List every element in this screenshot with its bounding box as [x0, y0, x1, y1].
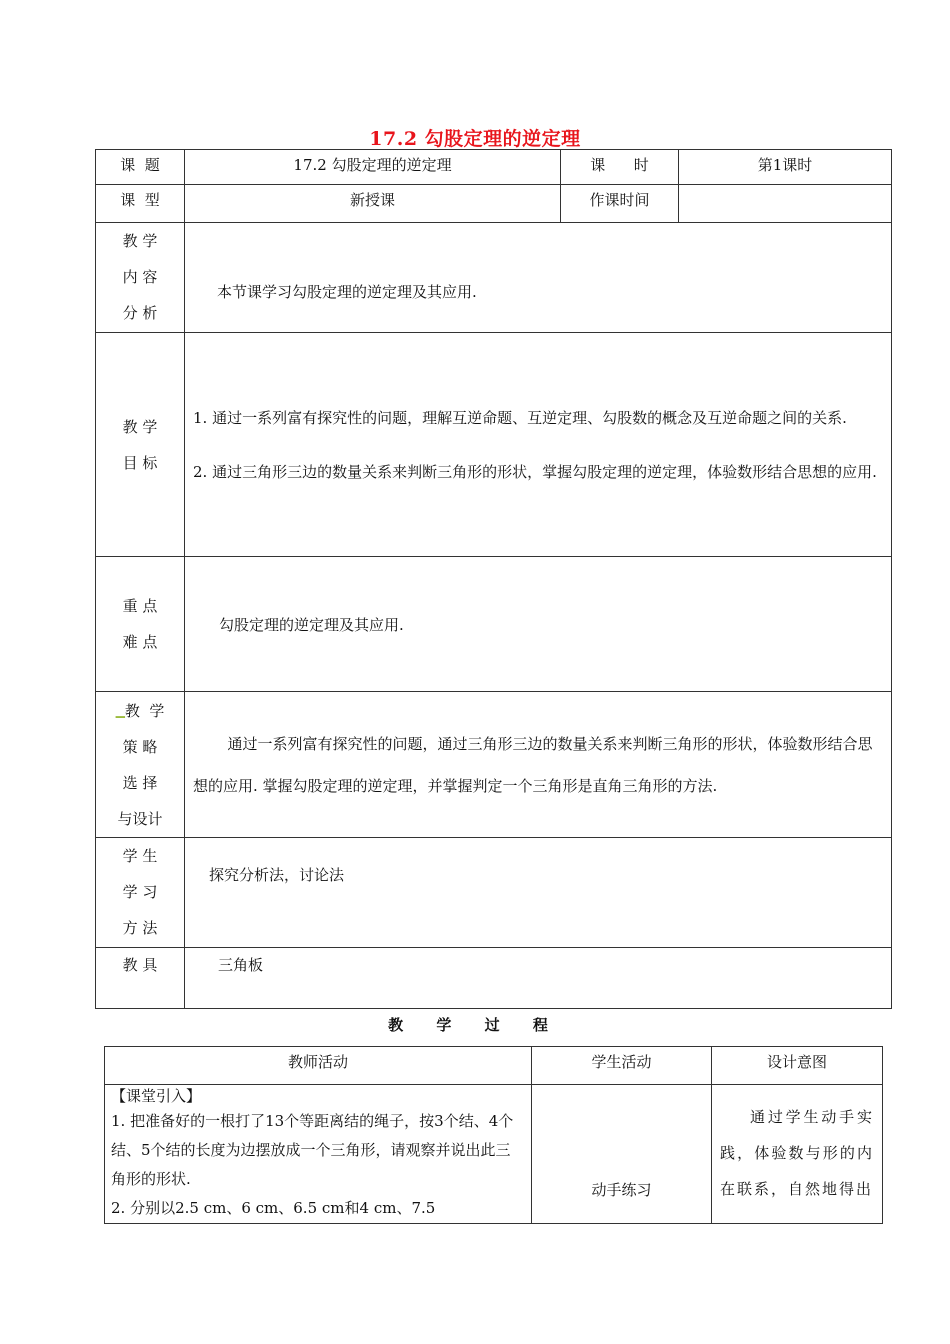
label-period: 课 时 [561, 150, 679, 185]
label-line: 难 点 [122, 633, 158, 651]
label-line: 教 学 [122, 417, 158, 436]
label-line: 分 析 [122, 304, 158, 322]
teacher-activity-cell [105, 1085, 532, 1224]
label-line: ▁教 学 [115, 701, 165, 720]
row-content-analysis [96, 223, 892, 333]
label-learning-method [96, 838, 185, 948]
col-header-student: 学生活动 [532, 1047, 712, 1085]
period-value: 第1课时 [679, 150, 892, 185]
row-type [96, 185, 892, 223]
col-header-teacher: 教师活动 [105, 1047, 532, 1085]
strategy-text: 通过一系列富有探究性的问题，通过三角形三边的数量关系来判断三角形的形状，体验数形结合思想的应用. 掌握勾股定理的逆定理，并掌握判定一个三角形是直角三角形的方法. [185, 692, 892, 838]
content-analysis-text: 本节课学习勾股定理的逆定理及其应用. [185, 223, 892, 333]
document-title: 17.2 勾股定理的逆定理 [369, 128, 581, 150]
label-objectives [96, 333, 185, 557]
process-header-row [105, 1047, 883, 1085]
intro-item-1: 1. 把准备好的一根打了13个等距离结的绳子，按3个结、4个结、5个结的长度为边摆放成一个三角形，请观察并说出此三角形的形状. [111, 1112, 514, 1188]
label-key-difficult [96, 557, 185, 692]
label-line: 策 略 [122, 737, 158, 756]
label-line: 内 容 [122, 268, 158, 286]
marker-dot-icon: ▁ [115, 703, 125, 718]
label-tools: 教 具 [96, 948, 185, 1009]
row-tools [96, 948, 892, 1009]
label-strategy [96, 692, 185, 838]
design-intent-cell: 通过学生动手实践，体验数与形的内在联系，自然地得出 [712, 1085, 883, 1224]
lesson-plan-table [95, 149, 892, 1009]
label-line: 目 标 [122, 453, 158, 472]
label-line: 与设计 [117, 809, 163, 828]
intro-title: 【课堂引入】 [111, 1087, 202, 1105]
col-header-intent: 设计意图 [712, 1047, 883, 1085]
label-homework-time: 作课时间 [561, 185, 679, 223]
process-heading: 教 学 过 程 [388, 1016, 562, 1034]
label-topic: 课 题 [96, 150, 185, 185]
objective-item-1: 1. 通过一系列富有探究性的问题，理解互逆命题、互逆定理、勾股数的概念及互逆命题之间的关系. [193, 408, 847, 427]
homework-time-value [679, 185, 892, 223]
tools-text: 三角板 [185, 948, 892, 1009]
process-table [104, 1046, 883, 1224]
label-line: 教 学 [122, 232, 158, 250]
label-line: 选 择 [122, 773, 158, 792]
label-content-analysis [96, 223, 185, 333]
row-learning-method [96, 838, 892, 948]
learning-method-text: 探究分析法，讨论法 [185, 838, 892, 948]
intro-item-2: 2. 分别以2.5 cm、6 cm、6.5 cm和4 cm、7.5 [111, 1199, 436, 1217]
row-topic [96, 150, 892, 185]
objectives-cell [185, 333, 892, 557]
topic-value: 17.2 勾股定理的逆定理 [185, 150, 561, 185]
label-line: 方 法 [122, 919, 158, 937]
row-key-difficult [96, 557, 892, 692]
process-row-intro [105, 1085, 883, 1224]
row-strategy [96, 692, 892, 838]
type-value: 新授课 [185, 185, 561, 223]
label-type: 课 型 [96, 185, 185, 223]
student-activity-cell: 动手练习 [532, 1085, 712, 1224]
key-difficult-text: 勾股定理的逆定理及其应用. [185, 557, 892, 692]
row-objectives [96, 333, 892, 557]
label-line: 重 点 [122, 597, 158, 615]
objective-item-2: 2. 通过三角形三边的数量关系来判断三角形的形状，掌握勾股定理的逆定理，体验数形结合思想的应用. [193, 462, 877, 481]
label-line: 学 习 [122, 883, 158, 901]
label-line: 学 生 [122, 847, 158, 865]
